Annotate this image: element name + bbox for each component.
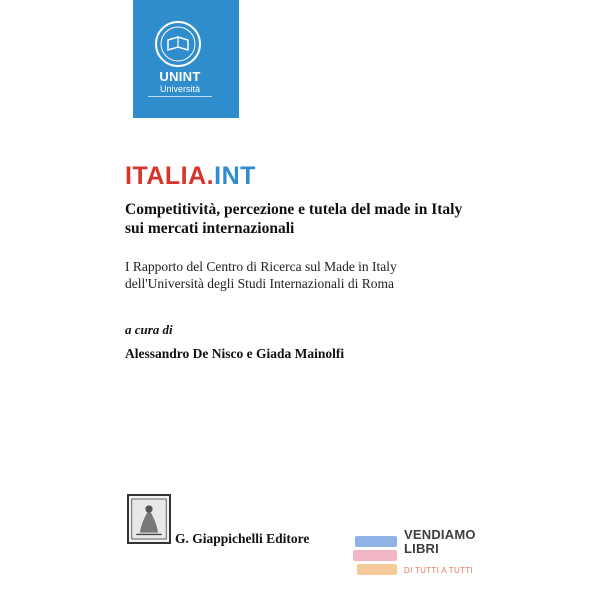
university-name: UNINT — [159, 69, 201, 84]
university-tagline-rule — [148, 96, 212, 101]
publisher-name: G. Giappichelli Editore — [175, 531, 310, 546]
report-line: dell'Università degli Studi Internazionali di Roma — [125, 276, 394, 291]
book-subtitle — [125, 200, 485, 238]
editors-names: Alessandro De Nisco e Giada Mainolfi — [125, 346, 345, 361]
report-line: I Rapporto del Centro di Ricerca sul Made in Italy — [125, 259, 397, 274]
publisher-emblem-icon — [127, 494, 171, 544]
seller-name — [404, 528, 476, 556]
curator-label: a cura di — [125, 322, 173, 337]
stacked-books-icon — [351, 530, 401, 582]
book-title — [125, 162, 256, 191]
book-seal-icon — [154, 20, 202, 68]
subtitle-line: Competitività, percezione e tutela del made in Italy — [125, 201, 463, 218]
title-part-italia: ITALIA. — [125, 162, 215, 190]
seller-line-1: VENDIAMO — [404, 527, 476, 542]
seller-tagline: DI TUTTI A TUTTI — [404, 566, 473, 575]
university-subtitle: Università — [159, 84, 200, 94]
report-description — [125, 258, 505, 292]
seller-line-2: LIBRI — [404, 541, 439, 556]
subtitle-line: sui mercati internazionali — [125, 220, 295, 237]
title-part-int: INT — [214, 162, 256, 190]
